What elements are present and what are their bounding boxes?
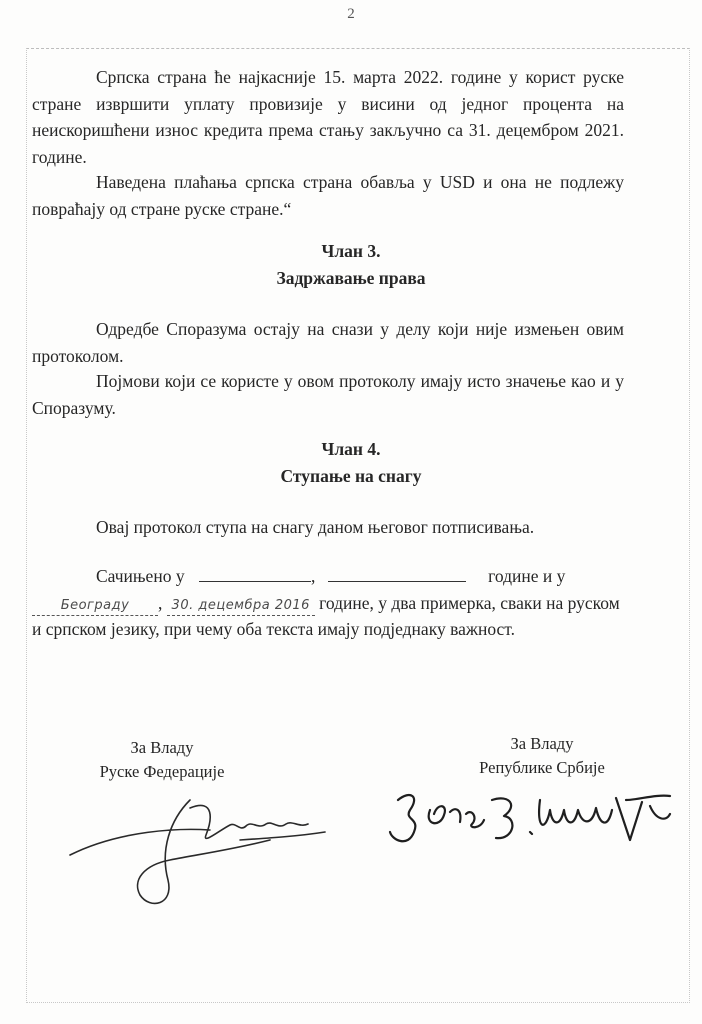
paragraph-terms-meaning: Појмови који се користе у овом протоколу имају исто значење као и у Споразуму.	[32, 371, 624, 418]
paragraph-entry-into-force: Овај протокол ступа на снагу даном његовог потписивања.	[96, 517, 535, 537]
signature-left	[40, 780, 340, 920]
closing-paragraph: Сачињено у , године и у Београду , 30. децембра 2016 године, у два примерка, сваки на руском и српском језику, при чему оба текста имају подједнаку важност.	[32, 566, 620, 639]
handwritten-place: Београду	[32, 597, 158, 616]
handwritten-date: 30. децембра 2016	[167, 597, 315, 616]
paragraph-commission-payment: Српска страна ће најкасније 15. марта 2022. године у корист руске стране извршити уплату провизије у висини од једног процента на неискоришћени износ кредита према стању закључно са 31. децембром 2021. године.	[32, 67, 624, 167]
signatory-right-line1: За Владу	[510, 734, 574, 753]
signatory-left	[72, 736, 252, 784]
signature-right	[380, 770, 680, 880]
signatory-left-line1: За Владу	[130, 738, 194, 757]
article-4-number: Члан 4.	[321, 439, 381, 459]
closing-text-year-and-in: године и у	[488, 566, 566, 586]
blank-date-line	[328, 565, 466, 582]
paragraph-agreement-provisions: Одредбе Споразума остају на снази у делу који није измењен овим протоколом.	[32, 319, 624, 366]
page-number: 2	[347, 6, 355, 22]
closing-comma: ,	[310, 566, 316, 586]
article-3-number: Члан 3.	[321, 241, 381, 261]
signatory-right-line2: Републике Србије	[479, 758, 605, 777]
article-3-title: Задржавање права	[276, 268, 426, 288]
blank-place-line	[199, 565, 311, 582]
closing-text-made-in: Сачињено у	[96, 566, 185, 586]
signatory-left-line2: Руске Федерације	[99, 762, 225, 781]
paragraph-usd-payments: Наведена плаћања српска страна обавља у USD и она не подлежу повраћају од стране руске стране.“	[32, 172, 624, 219]
closing-text-copies: године, у два примерка, сваки на руском и српском језику, при чему оба текста имају подједнаку важност.	[32, 592, 620, 639]
article-4-title: Ступање на снагу	[280, 466, 422, 486]
